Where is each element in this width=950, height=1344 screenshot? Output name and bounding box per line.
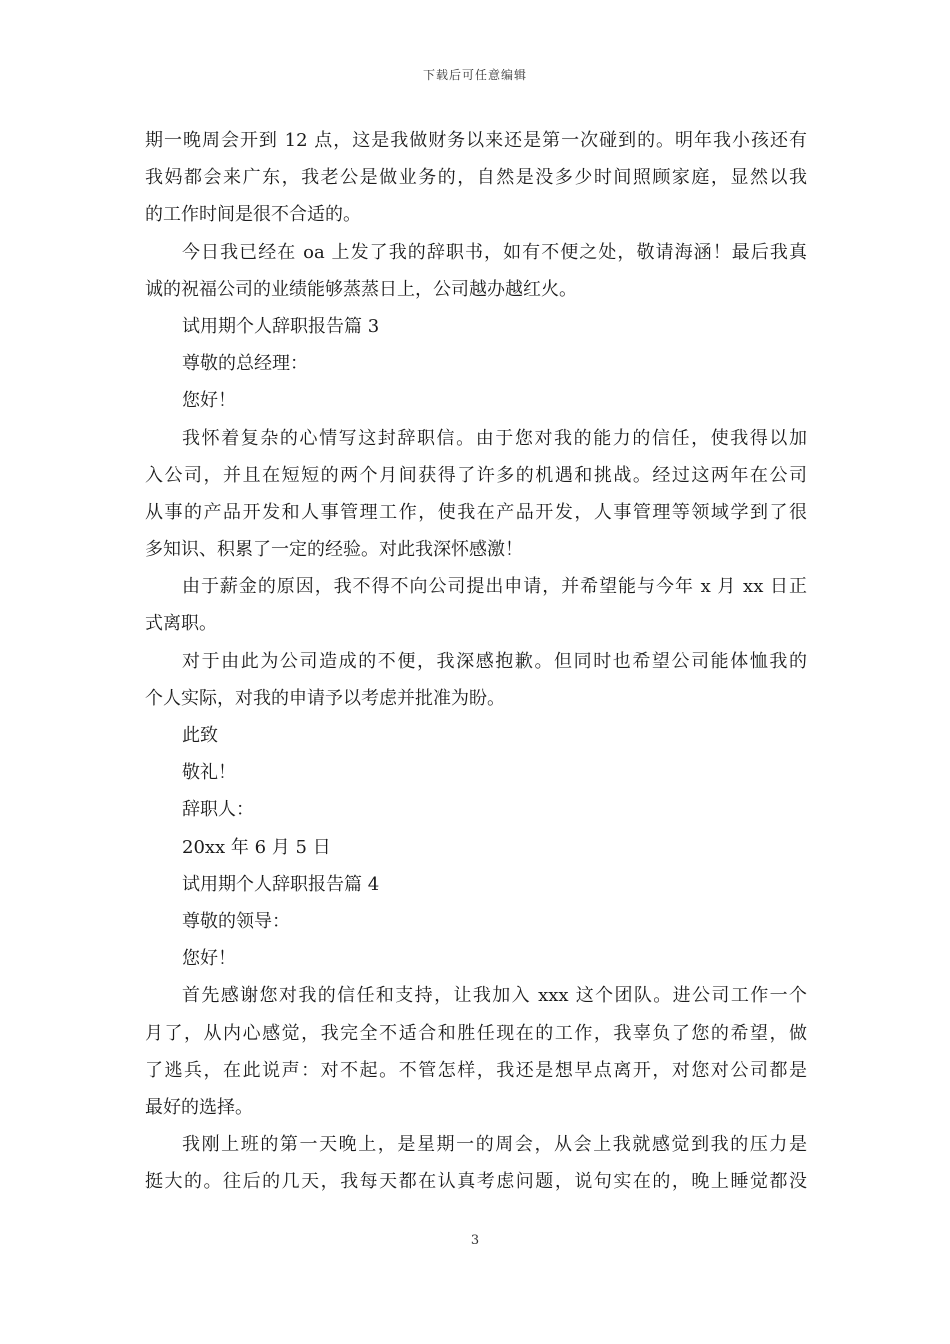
text-line: 个人实际，对我的申请予以考虑并批准为盼。 — [145, 687, 505, 709]
text-line: 最好的选择。 — [145, 1096, 253, 1118]
text-line: 试用期个人辞职报告篇 3 — [182, 315, 380, 337]
text-line: 尊敬的领导： — [182, 910, 290, 932]
text-line: 入公司，并且在短短的两个月间获得了许多的机遇和挑战。经过这两年在公司 — [145, 464, 807, 486]
text-line: 试用期个人辞职报告篇 4 — [182, 873, 380, 895]
page-number: 3 — [470, 1233, 480, 1248]
document-body — [145, 122, 807, 1200]
text-line: 月了，从内心感觉，我完全不适合和胜任现在的工作，我辜负了您的希望，做 — [145, 1022, 807, 1044]
text-line: 诚的祝福公司的业绩能够蒸蒸日上，公司越办越红火。 — [145, 278, 577, 300]
text-line: 期一晚周会开到 12 点，这是我做财务以来还是第一次碰到的。明年我小孩还有 — [145, 130, 807, 151]
text-line: 敬礼！ — [182, 762, 236, 784]
text-line: 我妈都会来广东，我老公是做业务的，自然是没多少时间照顾家庭，显然以我 — [145, 167, 807, 189]
text-line: 由于薪金的原因，我不得不向公司提出申请，并希望能与今年 x 月 xx 日正 — [182, 576, 807, 598]
text-line: 今日我已经在 oa 上发了我的辞职书，如有不便之处，敬请海涵！最后我真 — [182, 241, 807, 263]
text-line: 的工作时间是很不合适的。 — [145, 204, 361, 226]
text-line: 您好！ — [182, 390, 236, 412]
text-line: 多知识、积累了一定的经验。对此我深怀感激！ — [145, 539, 523, 561]
text-line: 了逃兵，在此说声：对不起。不管怎样，我还是想早点离开，对您对公司都是 — [145, 1059, 807, 1081]
text-line: 我刚上班的第一天晚上，是星期一的周会，从会上我就感觉到我的压力是 — [182, 1134, 807, 1156]
text-line: 尊敬的总经理： — [182, 353, 308, 375]
text-line: 此致 — [182, 725, 218, 746]
text-line: 挺大的。往后的几天，我每天都在认真考虑问题，说句实在的，晚上睡觉都没 — [145, 1171, 807, 1193]
text-line: 辞职人： — [182, 799, 254, 821]
text-line: 20xx 年 6 月 5 日 — [182, 836, 331, 858]
text-line: 从事的产品开发和人事管理工作，使我在产品开发，人事管理等领域学到了很 — [145, 501, 807, 523]
text-line: 首先感谢您对我的信任和支持，让我加入 xxx 这个团队。进公司工作一个 — [182, 985, 807, 1007]
page-header: 下载后可任意编辑 — [422, 68, 527, 82]
text-line: 您好！ — [182, 948, 236, 970]
text-line: 对于由此为公司造成的不便，我深感抱歉。但同时也希望公司能体恤我的 — [182, 650, 807, 672]
text-line: 我怀着复杂的心情写这封辞职信。由于您对我的能力的信任，使我得以加 — [182, 427, 807, 449]
text-line: 式离职。 — [145, 613, 217, 635]
